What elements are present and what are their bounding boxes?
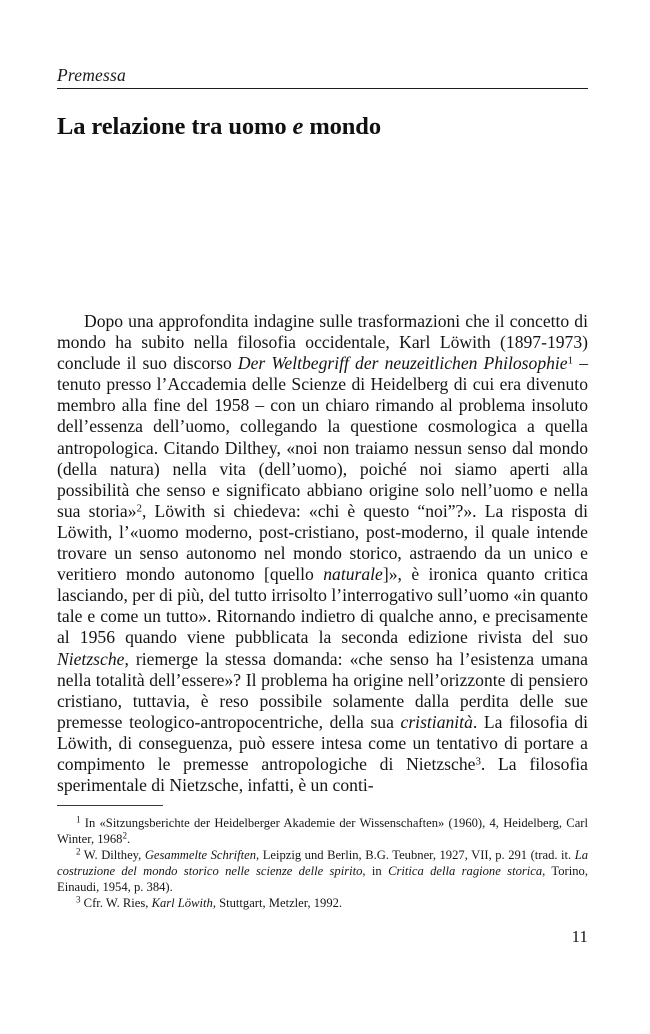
body-segment-5: , riemerge la stessa domanda: «che senso ha l’esistenza umana nella totalità dell’essere»? Il problema ha origine nell’orizzonte di pensiero cristiano, tuttavia, è reso possibile solamente dalla perdita delle sue premesse teologico-antropocentriche, della sua: [57, 648, 588, 732]
page-number: 11: [571, 927, 588, 946]
footnote-separator-rule: [57, 805, 163, 806]
body-segment-4: ]», è ironica quanto critica lasciando, per di più, del tutto irrisolto l’interrogativo sull’uomo «in quanto tale e come un tutto». Ritornando indietro di qualche anno, e precisamente al 1956 quando viene pubblicata la seconda edizione rivista del suo: [57, 564, 588, 648]
body-segment-6: . La filosofia di Löwith, di conseguenza, può essere intesa come un tentativo di portare a compimento le premesse antropologiche di Nietzsche: [57, 711, 589, 774]
footnote-marker-1: 1: [76, 814, 81, 825]
book-title-weltbegriff: Der Weltbegriff der neuzeitlichen Philosophie: [237, 353, 568, 374]
emphasis-cristianita: cristianità: [400, 711, 473, 732]
footnote-2-segment-3: , in: [362, 864, 389, 879]
emphasis-naturale: naturale: [323, 564, 383, 585]
header-divider-rule: [57, 88, 588, 89]
footnote-3-segment-2: , Stuttgart, Metzler, 1992.: [212, 896, 343, 911]
chapter-title-italic-e: e: [292, 113, 304, 141]
footnote-2-segment-2: , Leipzig und Berlin, B.G. Teubner, 1927, VII, p. 291 (trad. it.: [256, 848, 575, 863]
document-page: [57, 0, 588, 1034]
footnote-2-segment-4: , Torino, Einaudi, 1954, p. 384).: [57, 864, 588, 895]
page-title: [57, 111, 588, 142]
body-segment-1: Dopo una approfondita indagine sulle trasformazioni che il concetto di mondo ha subito nella filosofia occidentale, Karl Löwith (1897-1973) conclude il suo discorso: [57, 311, 588, 374]
footnote-1-segment-1: In «Sitzungsberichte der Heidelberger Akademie der Wissenschaften» (1960), 4, Heidelberg, Carl Winter, 1968: [57, 816, 588, 847]
footnote-item-2: [57, 847, 588, 895]
footnote-3-segment-1: Cfr. W. Ries,: [80, 896, 152, 911]
body-paragraph: [57, 311, 588, 796]
footnote-2-segment-1: W. Dilthey,: [80, 848, 145, 863]
body-segment-3: , Löwith si chiedeva: «chi è questo “noi”?». La risposta di Löwith, l’«uomo moderno, post-cristiano, post-moderno, il quale intende trovare un senso autonomo nel mondo storico, astraendo da un unico e veritiero mondo autonomo [quello: [57, 500, 588, 585]
footnote-2-title-3: Critica della ragione storica: [388, 864, 543, 879]
footnote-marker-3: 3: [76, 895, 81, 906]
footnote-item-3: [57, 895, 588, 911]
footnote-ref-1: 1: [567, 354, 574, 367]
book-title-nietzsche: Nietzsche: [57, 648, 125, 669]
footnote-ref-2: 2: [136, 502, 142, 515]
footnote-3-title-1: Karl Löwith: [151, 896, 213, 911]
chapter-title-part-1: La relazione tra uomo: [57, 113, 293, 141]
footnote-1-superscript-edition: 2: [122, 830, 127, 841]
footnote-ref-3: 3: [475, 755, 481, 768]
footnotes-block: [57, 815, 588, 912]
footnote-2-title-1: Gesammelte Schriften: [144, 848, 257, 863]
chapter-title-part-2: mondo: [303, 113, 381, 141]
footnote-item-1: [57, 815, 588, 847]
footnote-marker-2: 2: [76, 846, 81, 857]
body-segment-7: . La filosofia sperimentale di Nietzsche, infatti, è un conti-: [57, 753, 588, 796]
body-segment-2: – tenuto presso l’Accademia delle Scienze di Heidelberg di cui era divenuto membro alla fine del 1958 – con un chiaro rimando al problema insoluto dell’essenza dell’uomo, collegando la questione cosmologica a quella antropologica. Citando Dilthey, «noi non traiamo nessun senso dal mondo (della natura) nella vita (dell’uomo), poiché noi siamo aperti alla possibilità che senso e significato abbiano origine solo nell’uomo e nella sua storia»: [57, 353, 589, 521]
body-text-block: [57, 311, 588, 796]
footnote-2-title-2: La costruzione del mondo storico nelle scienze delle spirito: [57, 848, 588, 879]
running-head: Premessa: [57, 65, 126, 85]
footnote-1-segment-2: .: [126, 832, 131, 847]
